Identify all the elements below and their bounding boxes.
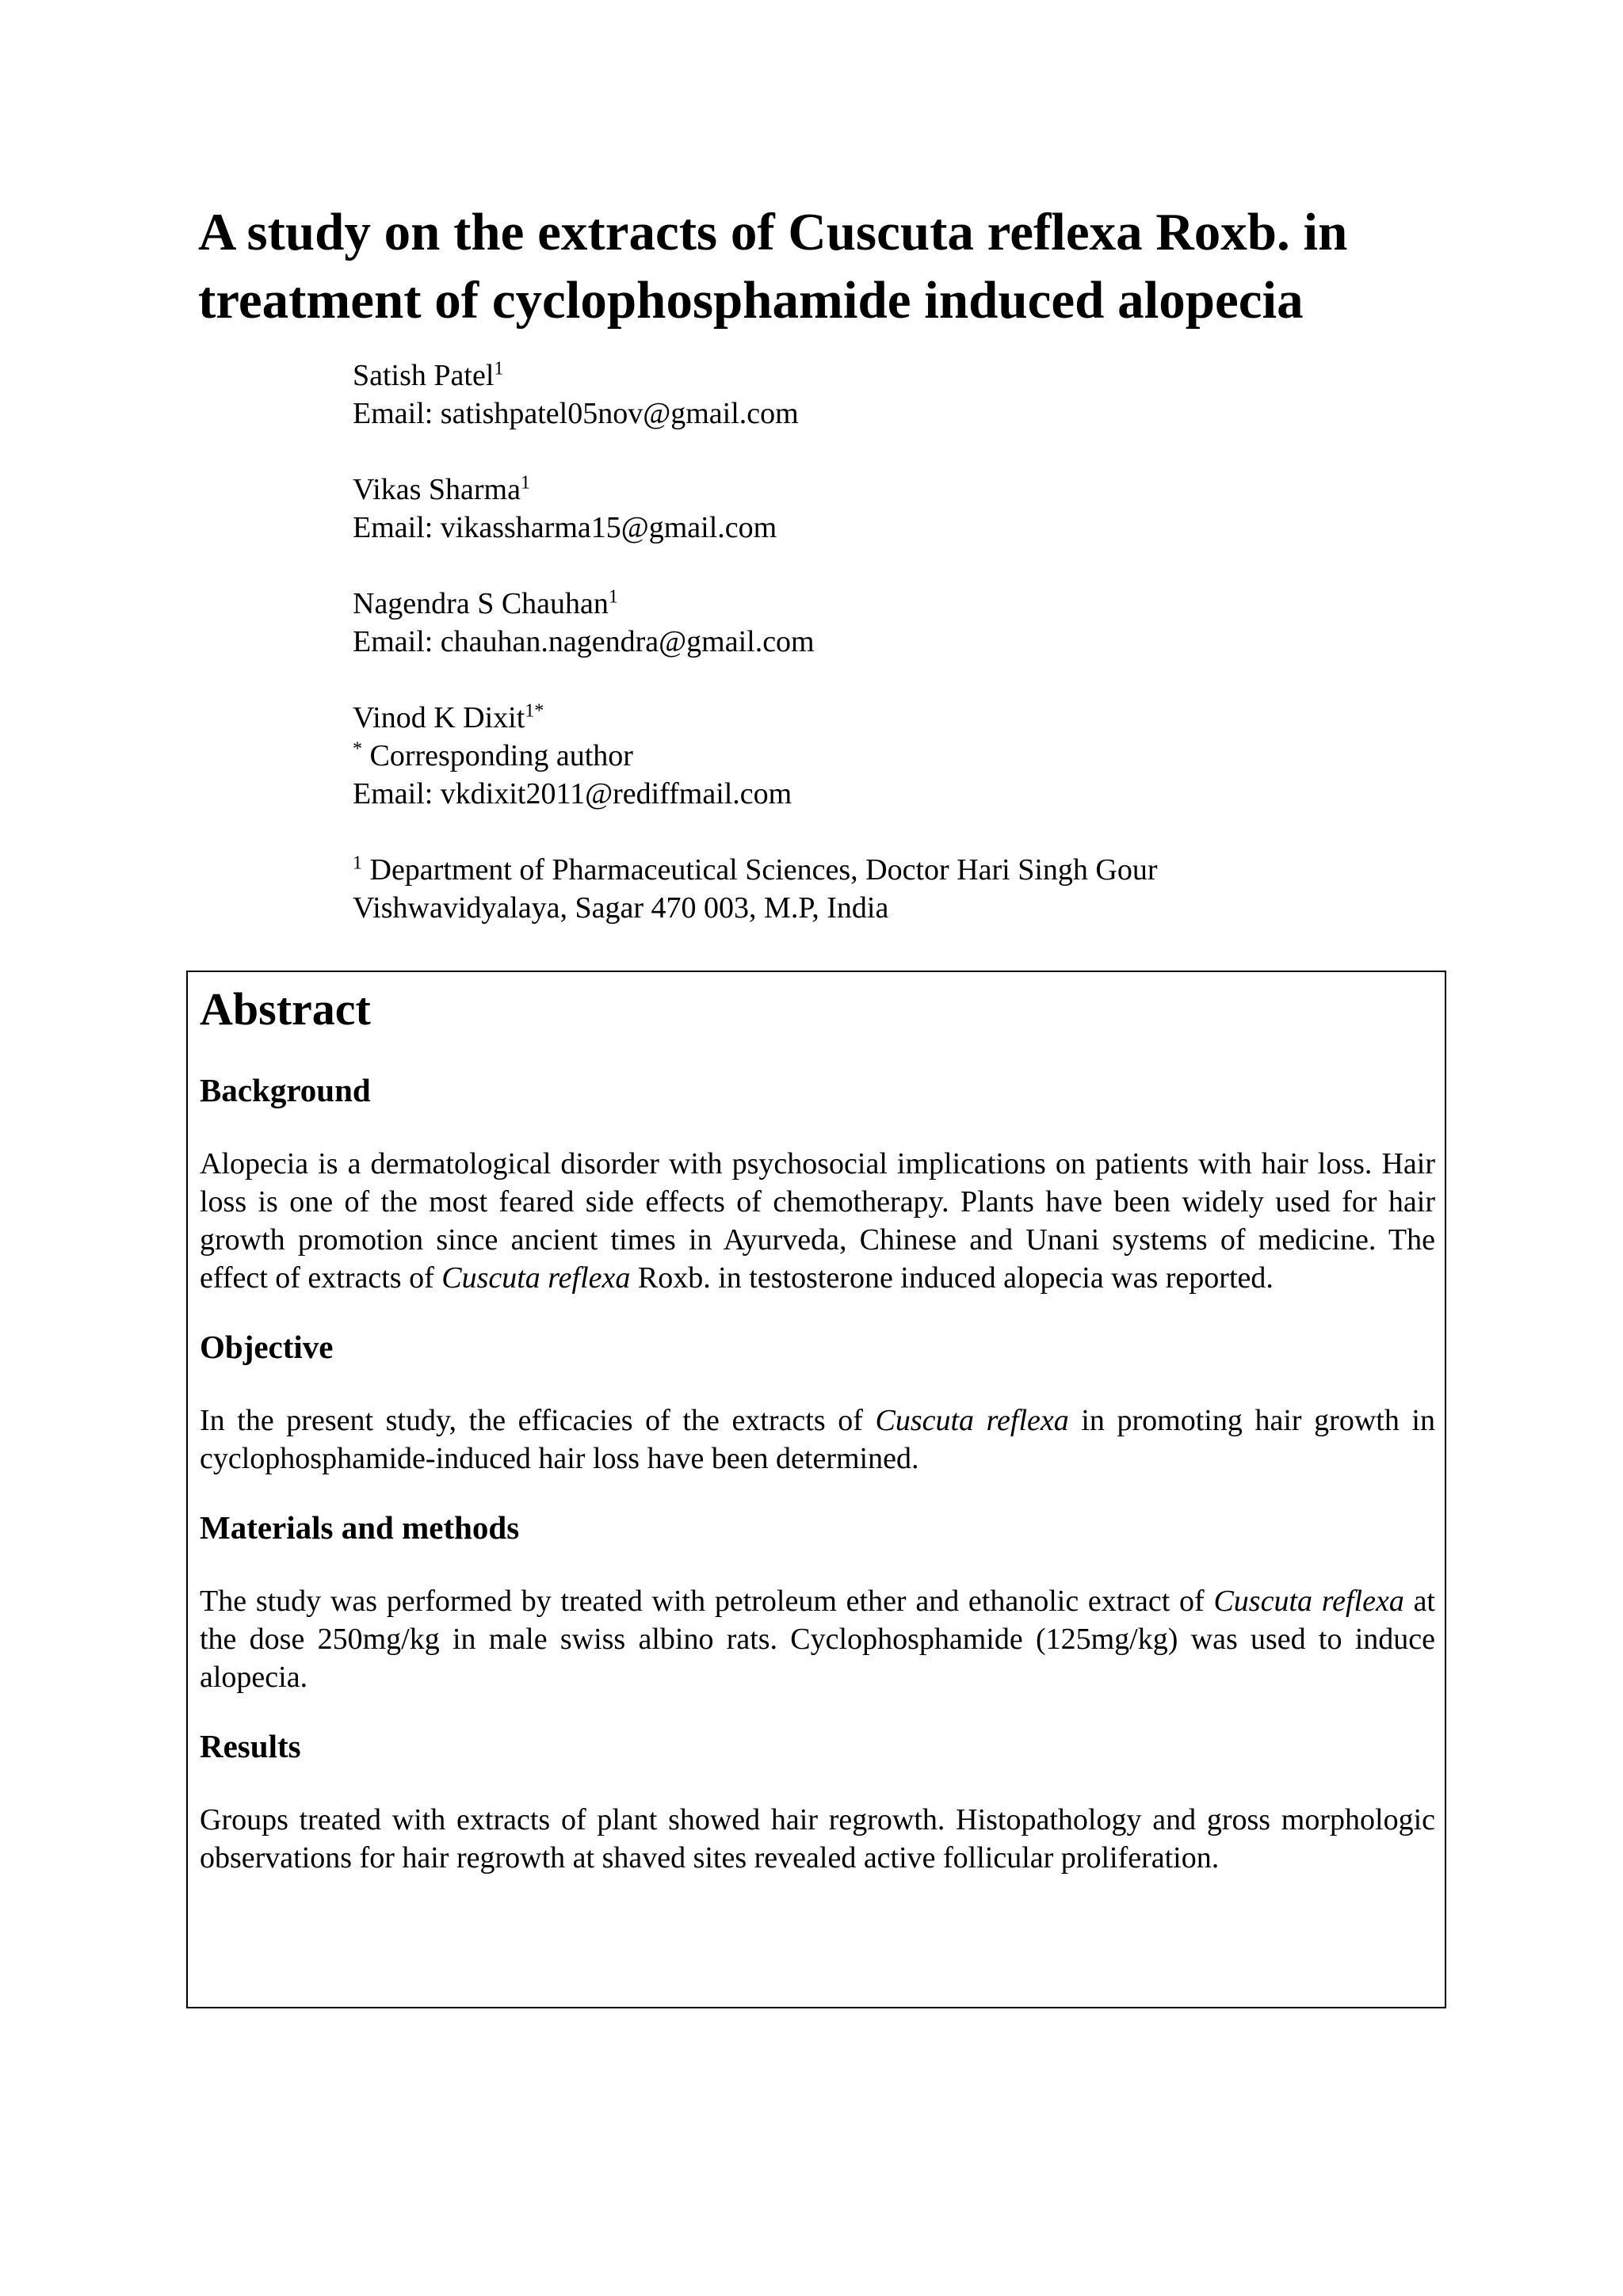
author-entry bbox=[353, 471, 1462, 547]
author-email: Email: satishpatel05nov@gmail.com bbox=[353, 397, 799, 430]
author-name: Vikas Sharma$^1$ bbox=[353, 472, 530, 506]
author-email: Email: vkdixit2011@rediffmail.com bbox=[353, 777, 792, 810]
author-affil-sup: 1 bbox=[608, 586, 618, 608]
abstract-title: Abstract bbox=[200, 983, 371, 1035]
background-paragraph: Alopecia is a dermatological disorder with psychosocial implications on patients with hair loss. Hair loss is one of the most feared side effects of chemotherapy. Plants have been widely used for hair growth promotion since ancient times in Ayurveda, Chinese and Unani systems of medicine. The effect of extracts of Cuscuta reflexa Roxb. in testosterone induced alopecia was reported. bbox=[200, 1147, 1435, 1295]
paper-title bbox=[198, 198, 1466, 334]
author-affil-sup: 1 bbox=[494, 358, 504, 379]
results-paragraph: Groups treated with extracts of plant showed hair regrowth. Histopathology and gross morphologic observations for hair regrowth at shaved sites revealed active follicular proliferation. bbox=[200, 1803, 1435, 1875]
author-affil-sup: 1* bbox=[525, 700, 544, 722]
paper-title-line-2: treatment of cyclophosphamide induced alopecia bbox=[198, 271, 1304, 330]
author-entry bbox=[353, 357, 1462, 433]
paper-title-line-1: A study on the extracts of Cuscuta reflexa Roxb. in bbox=[198, 203, 1348, 261]
author-list bbox=[353, 357, 1462, 927]
section-heading-results: Results bbox=[200, 1728, 301, 1764]
affiliation-sup: 1 bbox=[353, 852, 362, 874]
section-heading-objective: Objective bbox=[200, 1329, 334, 1365]
author-affil-sup: 1 bbox=[520, 472, 530, 494]
author-entry bbox=[353, 699, 1462, 813]
objective-paragraph: In the present study, the efficacies of the extracts of Cuscuta reflexa in promoting hair growth in cyclophosphamide-induced hair loss have been determined. bbox=[200, 1404, 1435, 1475]
affiliation-line-1: $^1$ Department of Pharmaceutical Sciences, Doctor Hari Singh Gour bbox=[353, 852, 1158, 887]
author-name: Satish Patel$^1$ bbox=[353, 358, 504, 392]
abstract-box bbox=[186, 971, 1446, 2008]
author-email: Email: vikassharma15@gmail.com bbox=[353, 511, 777, 544]
section-heading-methods: Materials and methods bbox=[200, 1509, 520, 1546]
corresponding-author-note: * Corresponding author bbox=[353, 738, 633, 772]
affiliation-line-2: Vishwavidyalaya, Sagar 470 003, M.P, India bbox=[353, 891, 889, 925]
corresponding-sup: * bbox=[353, 738, 362, 760]
author-email: Email: chauhan.nagendra@gmail.com bbox=[353, 625, 815, 658]
author-name: Vinod K Dixit$^{1*}$ bbox=[353, 700, 544, 734]
author-name: Nagendra S Chauhan$^1$ bbox=[353, 586, 618, 620]
author-entry bbox=[353, 585, 1462, 661]
affiliation bbox=[353, 851, 1462, 927]
section-heading-background: Background bbox=[200, 1072, 371, 1108]
methods-paragraph: The study was performed by treated with petroleum ether and ethanolic extract of Cuscuta reflexa at the dose 250mg/kg in male swiss albino rats. Cyclophosphamide (125mg/kg) was used to induce alopecia. bbox=[200, 1585, 1435, 1694]
